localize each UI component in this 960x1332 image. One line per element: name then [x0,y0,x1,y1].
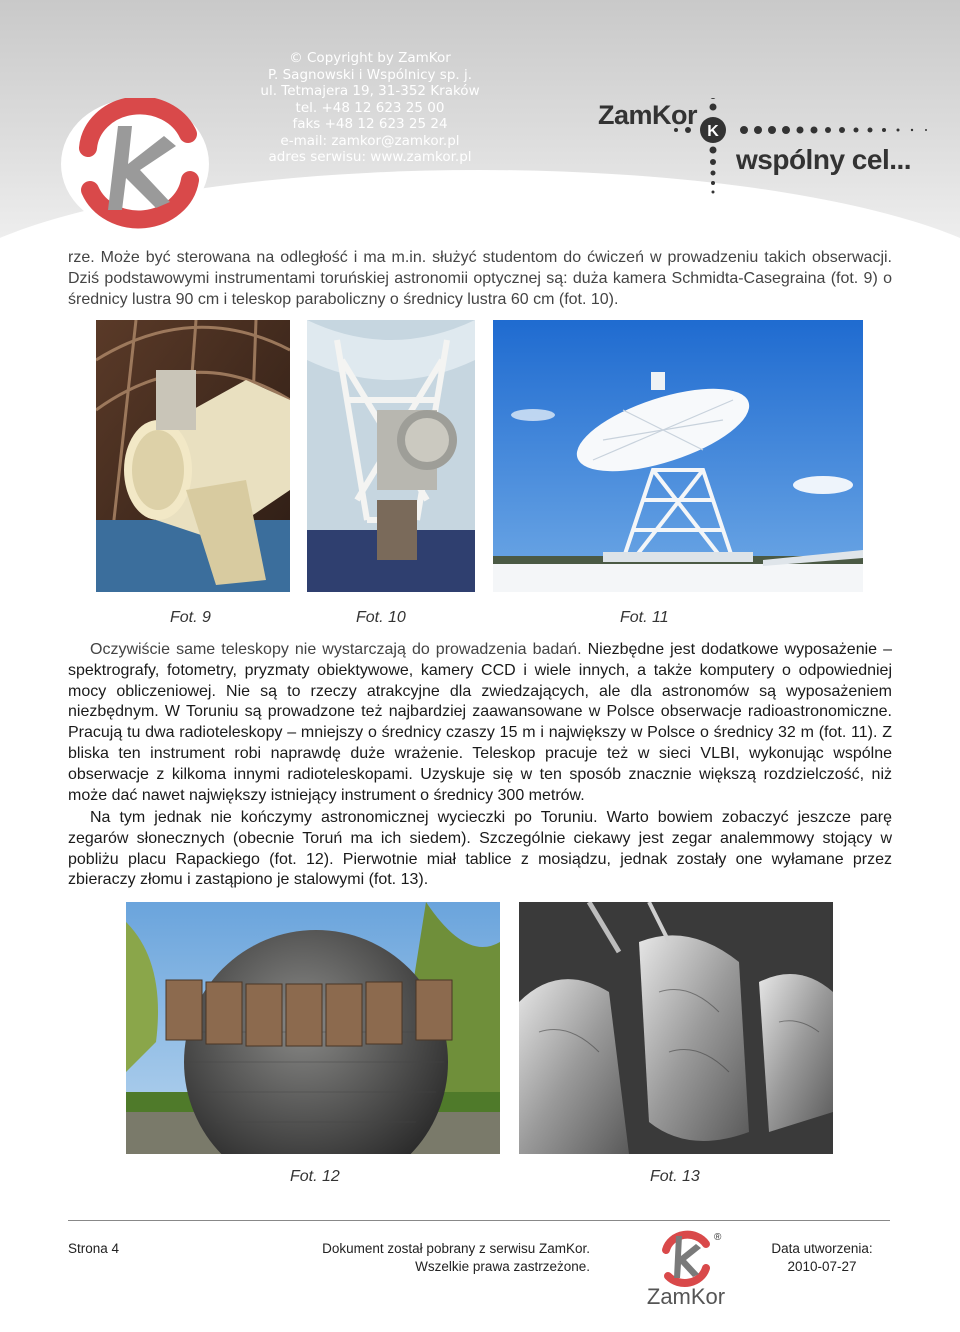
creation-date-block [760,1240,884,1276]
copyright-block [250,50,490,166]
phone-line: tel. +48 12 623 25 00 [295,99,445,116]
website-line: adres serwisu: www.zamkor.pl [268,149,472,165]
paragraph-equipment [68,640,892,806]
footer-divider [68,1220,890,1221]
brand-name: ZamKor [598,100,698,130]
caption-fot11: Fot. 11 [620,609,669,626]
photo-11-radio-telescope [493,320,863,592]
caption-fot12: Fot. 12 [290,1168,340,1185]
svg-text:K: K [707,123,719,140]
caption-fot9: Fot. 9 [170,609,211,626]
zamkor-logo-icon [60,98,210,230]
footer-logo-text: ZamKor [646,1284,726,1309]
footer-notice-line1: Dokument został pobrany z serwisu ZamKor. [322,1241,590,1256]
footer-notice [320,1240,590,1276]
paragraph-sundials [68,808,892,891]
caption-fot10: Fot. 10 [356,609,406,626]
brand-block [596,98,936,208]
registered-mark: ® [714,1232,722,1243]
footer-zamkor-logo-icon [636,1226,736,1312]
caption-fot13: Fot. 13 [650,1168,700,1185]
photo-10-parabolic-telescope [307,320,475,592]
footer-notice-line2: Wszelkie prawa zastrzeżone. [415,1259,590,1274]
created-label: Data utworzenia: [771,1241,873,1256]
paragraph-intro: rze. Może być sterowana na odległość i ma m.in. służyć studentom do ćwiczeń w prowadzeniu takich obserwacji. Dziś podstawowymi instrumentami toruńskiej astronomii optycznej są: duża kamera Schmidta-Casegraina (fot. 9) o średnicy lustra 90 cm i teleskop paraboliczny o średnicy lustra 60 cm (fot. 10). [68,249,892,308]
brand-slogan: wspólny cel... [736,144,912,175]
photo-12-analemma-sundial [126,902,500,1154]
paragraph-equipment-lead: Oczywiście same teleskopy nie wystarczają do prowadzenia badań. [90,641,582,658]
photo-9-schmidt-camera [96,320,290,592]
fax-line: faks +48 12 623 25 24 [292,116,448,132]
email-line: e-mail: zamkor@zamkor.pl [280,132,460,149]
copyright-line: © Copyright by ZamKor [289,50,451,66]
photo-13-steel-sundial-plates [519,902,833,1154]
paragraph-sundials-body: Na tym jednak nie kończymy astronomicznej wycieczki po Toruniu. Warto bowiem zobaczyć jeszcze parę zegarów słonecznych (obecnie Toruń ma ich siedem). Szczególnie ciekawy jest zegar analemmowy stojący w pobliżu placu Rapackiego (fot. 12). Pierwotnie miał tablice z mosiądzu, jednak zostały one wyłamane przez zbieraczy złomu i zastąpiono je stalowymi (fot. 13). [68,809,892,889]
address-line: ul. Tetmajera 19, 31-352 Kraków [260,83,480,99]
paragraph-equipment-body: Niezbędne jest dodatkowe wyposażenie – spektrografy, fotometry, pryzmaty obiektywowe, kamery CCD i wiele innych, a także komputery o odpowiedniej mocy obliczeniowej. Nie są to rzeczy atrakcyjne dla zwiedzających, ale dla astronomów są wyposażeniem niezbędnym. W Toruniu są prowadzone też najbardziej zaawansowane w Polsce obserwacje radioastronomiczne. Pracują tu dwa radioteleskopy – mniejszy o średnicy czaszy 15 m i największy w Polsce o średnicy 32 m (fot. 11). Z bliska ten instrument robi naprawdę duże wrażenie. Teleskop pracuje też w sieci VLBI, wykonując wspólne obserwacje z kilkoma innymi radioteleskopami. Uzyskuje się w ten sposób znacznie większą rozdzielczość, niż może dać nawet największy istniejący instrument o średnicy 300 metrów. [68,641,893,804]
page-number: Strona 4 [68,1241,120,1256]
created-date: 2010-07-27 [787,1259,857,1274]
company-line: P. Sagnowski i Wspólnicy sp. j. [267,66,473,83]
